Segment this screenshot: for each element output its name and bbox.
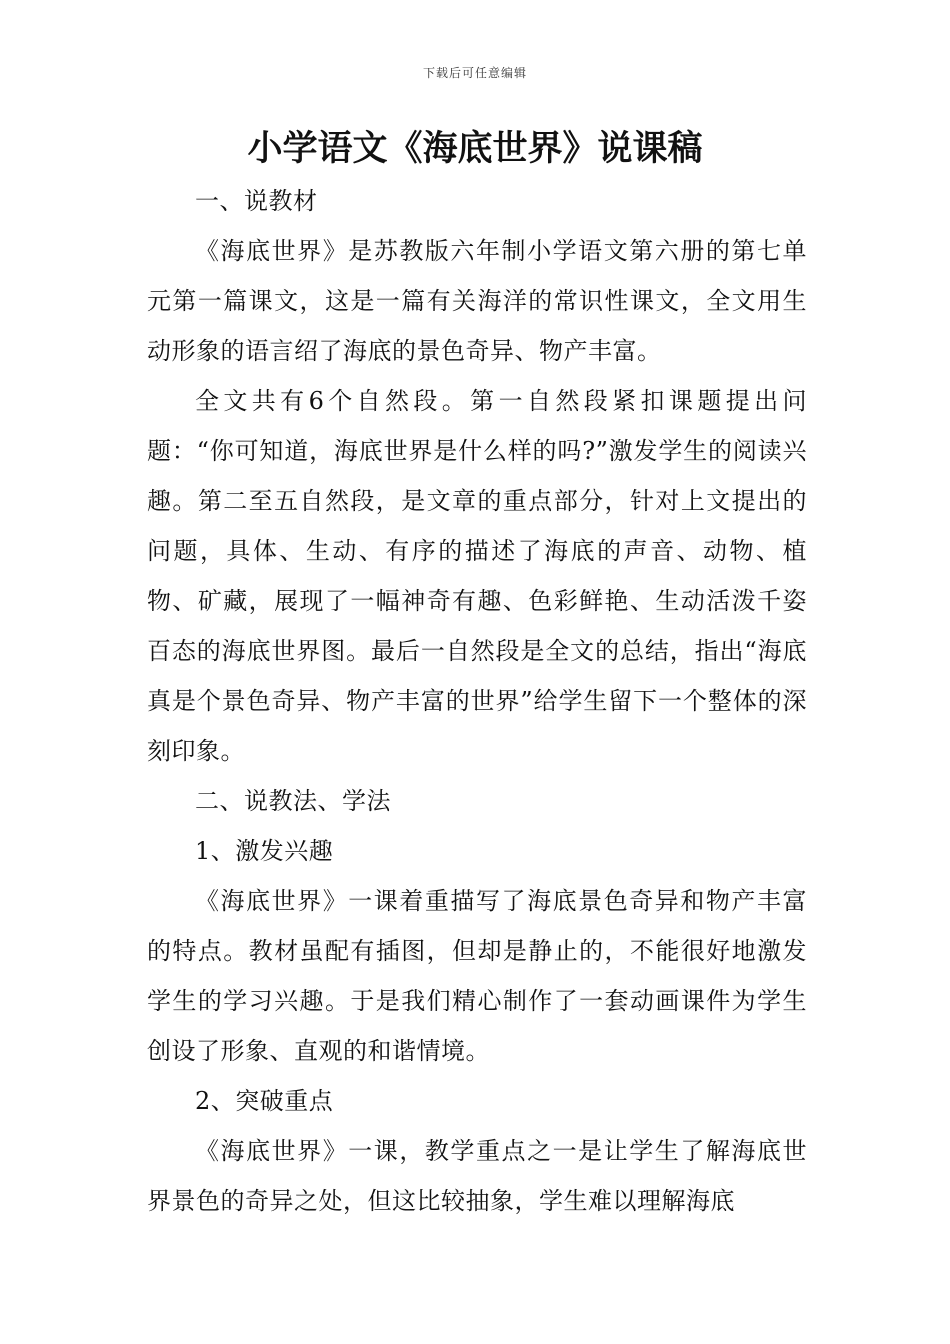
paragraph-text-structure: 全文共有6个自然段。第一自然段紧扣课题提出问题：“你可知道，海底世界是什么样的吗?”激发学生的阅读兴趣。第二至五自然段，是文章的重点部分，针对上文提出的问题，具体、生动、有序的描述了海底的声音、动物、植物、矿藏，展现了一幅神奇有趣、色彩鲜艳、生动活泼千姿百态的海底世界图。最后一自然段是全文的总结，指出“海底真是个景色奇异、物产丰富的世界”给学生留下一个整体的深刻印象。 bbox=[147, 387, 807, 765]
section-heading-textbook: 一、说教材 bbox=[195, 187, 318, 215]
section-heading-methods: 二、说教法、学法 bbox=[195, 787, 391, 815]
subheading-stimulate-interest: 1、激发兴趣 bbox=[195, 837, 334, 865]
page-header-note: 下载后可任意编辑 bbox=[422, 66, 527, 80]
document-title: 小学语文《海底世界》说课稿 bbox=[247, 129, 703, 169]
paragraph-key-points: 《海底世界》一课，教学重点之一是让学生了解海底世界景色的奇异之处，但这比较抽象，学生难以理解海底 bbox=[147, 1137, 807, 1215]
paragraph-stimulate-interest: 《海底世界》一课着重描写了海底景色奇异和物产丰富的特点。教材虽配有插图，但却是静止的，不能很好地激发学生的学习兴趣。于是我们精心制作了一套动画课件为学生创设了形象、直观的和谐情境。 bbox=[147, 887, 807, 1065]
document-body bbox=[147, 176, 807, 1226]
subheading-break-through-key-points: 2、突破重点 bbox=[195, 1087, 334, 1115]
paragraph-textbook-intro: 《海底世界》是苏教版六年制小学语文第六册的第七单元第一篇课文，这是一篇有关海洋的常识性课文，全文用生动形象的语言绍了海底的景色奇异、物产丰富。 bbox=[147, 237, 807, 365]
